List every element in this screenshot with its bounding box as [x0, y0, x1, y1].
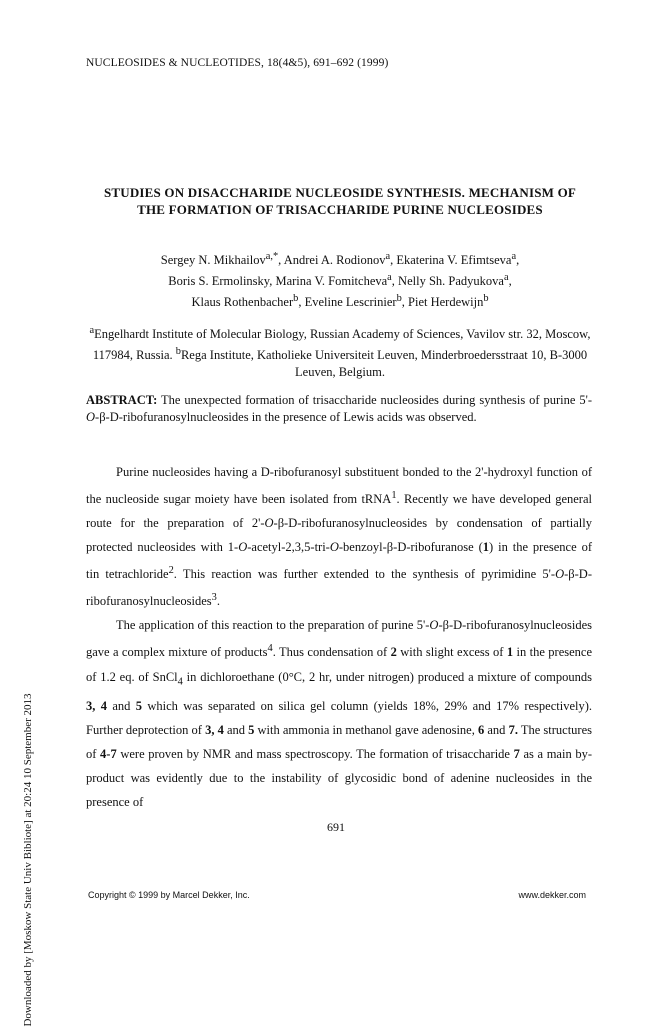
small-caps-d: D	[288, 516, 298, 531]
affil-sup: a	[89, 325, 95, 336]
compound-number: 5	[248, 723, 255, 738]
text: and	[223, 723, 249, 738]
author-list	[80, 248, 600, 311]
italic-o: O	[555, 567, 565, 582]
text: and	[484, 723, 509, 738]
journal-header: NUCLEOSIDES & NUCLEOTIDES, 18(4&5), 691–692 (1999)	[86, 57, 389, 69]
author-line-2: Boris S. Ermolinsky, Marina V. Fomitcheva$^a$, Nelly Sh. Padyukova$^a$,	[168, 272, 512, 289]
author-name: Marina V. Fomitcheva	[275, 274, 388, 289]
text: were proven by NMR and mass spectroscopy. The formation of trisaccharide	[116, 747, 514, 762]
author-name: Boris S. Ermolinsky	[168, 274, 270, 289]
text: The application of this reaction to the preparation of purine 5'-	[116, 618, 430, 633]
italic-o: O	[238, 540, 248, 555]
author-sup: a,*	[265, 251, 279, 262]
text: .	[216, 594, 220, 609]
author-sup: a	[385, 251, 391, 262]
compound-number: 7	[513, 747, 520, 762]
ref-sup: 3	[211, 592, 217, 604]
author-name: Ekaterina V. Efimtseva	[396, 253, 512, 268]
paragraph-2	[86, 613, 592, 814]
affiliations	[80, 322, 600, 381]
subscript: 4	[177, 676, 183, 688]
small-caps-d: D	[260, 465, 270, 479]
small-caps-d: D	[397, 540, 407, 555]
small-caps-d: D	[578, 567, 588, 582]
text: -β-	[438, 618, 454, 633]
author-name: Klaus Rothenbacher	[191, 295, 294, 310]
compound-number: 3, 4	[205, 723, 224, 738]
text: . Thus condensation of	[272, 645, 391, 660]
author-sup: a	[511, 251, 517, 262]
author-sup: b	[396, 293, 402, 305]
author-sup: a	[387, 272, 392, 284]
abstract-text: -β-D-ribofuranosylnucleosides in the presence of Lewis acids was observed.	[95, 410, 477, 424]
compound-number: 6	[478, 723, 485, 738]
text: which was separated on silica gel column (yields 18%, 29% and 17% respectively). Further deprotection of	[86, 699, 593, 738]
italic-o: O	[264, 516, 274, 531]
text: with ammonia in methanol gave adenosine,	[254, 723, 478, 738]
text: -ribofuranose (	[406, 540, 483, 555]
compound-number: 1	[506, 645, 514, 660]
text: in the presence of 1.2 eq. of SnCl	[86, 645, 593, 684]
text: Purine nucleosides having a	[116, 465, 261, 479]
author-name: Sergey N. Mikhailov	[160, 253, 266, 268]
text: as a main by-product was evidently due to the instability of glycosidic bond of adenine nucleosides in the presence of	[86, 747, 592, 810]
page-number: 691	[327, 820, 345, 834]
paper-title	[70, 184, 610, 218]
copyright-notice: Copyright © 1999 by Marcel Dekker, Inc.	[88, 890, 250, 900]
text: -ribofuranosylnucleosides	[86, 567, 592, 609]
text: The structures of	[86, 723, 592, 762]
text: in dichloroethane (0°C, 2 hr, under nitrogen) produced a mixture of compounds	[182, 669, 593, 684]
author-sup: b	[483, 293, 489, 305]
author-name: Piet Herdewijn	[408, 295, 484, 310]
compound-number: 7.	[508, 723, 518, 738]
compound-number: 5	[135, 699, 142, 714]
ref-sup: 2	[168, 565, 174, 577]
author-name: Eveline Lescrinier	[304, 295, 397, 310]
ref-sup: 1	[391, 490, 397, 501]
body-text	[86, 460, 592, 814]
download-side-note: Downloaded by [Moskow State Univ Bibliote] at 20:24 10 September 2013	[22, 693, 34, 1027]
author-sup: b	[293, 293, 299, 305]
text: -ribofuranosylnucleosides gave a complex mixture of products	[86, 618, 592, 660]
title-line-2: THE FORMATION OF TRISACCHARIDE PURINE NUCLEOSIDES	[137, 202, 543, 217]
author-sup: a	[503, 272, 509, 284]
text: . This reaction was further extended to the synthesis of pyrimidine 5'-	[173, 567, 556, 582]
text: -ribofuranosylnucleosides by condensation of partially protected nucleosides with 1-	[86, 516, 592, 555]
compound-number: 1	[482, 540, 490, 555]
text: -β-	[273, 516, 289, 531]
affil-sup: b	[175, 346, 181, 358]
abstract-label: ABSTRACT:	[86, 393, 158, 407]
text: -ribofuranosyl substituent bonded to the 2'-hydroxyl function of the nucleoside sugar moiety have been isolated from tRNA	[86, 465, 592, 507]
italic-o: O	[329, 540, 339, 555]
text: and	[106, 699, 136, 714]
text: -benzoyl-β-	[338, 540, 398, 555]
author-name: Andrei A. Rodionov	[283, 253, 386, 268]
text: . Recently we have developed general route for the preparation of 2'-	[86, 492, 592, 531]
text: -β-	[564, 567, 579, 582]
small-caps-d: D	[453, 618, 463, 633]
compound-number: 3, 4	[86, 699, 107, 714]
abstract-text: The unexpected formation of trisaccharide nucleosides during synthesis of purine 5'-	[157, 393, 592, 407]
paragraph-1	[86, 460, 592, 613]
affiliation-b: Rega Institute, Katholieke Universiteit Leuven, Minderbroedersstraat 10, B-3000 Leuven, Belgium.	[180, 348, 588, 380]
text: -acetyl-2,3,5-tri-	[247, 540, 330, 555]
author-line-1: Sergey N. Mikhailov$^{a,*}$, Andrei A. Rodionov$^a$, Ekaterina V. Efimtseva$^a$,	[160, 251, 520, 268]
compound-number: 2	[390, 645, 397, 660]
author-line-3: Klaus Rothenbacher$^b$, Eveline Lescrinier$^b$, Piet Herdewijn$^b$	[191, 293, 489, 310]
compound-number: 4-7	[100, 747, 117, 762]
publisher-website[interactable]: www.dekker.com	[518, 890, 586, 900]
italic-o: O	[429, 618, 439, 633]
author-name: Nelly Sh. Padyukova	[398, 274, 504, 289]
text: ) in the presence of tin tetrachloride	[86, 540, 592, 582]
italic-o: O	[86, 410, 96, 424]
affiliation-a: Engelhardt Institute of Molecular Biology, Russian Academy of Sciences, Vavilov str. 32, Moscow, 117984, Russia.	[92, 327, 591, 363]
title-line-1: STUDIES ON DISACCHARIDE NUCLEOSIDE SYNTHESIS. MECHANISM OF	[103, 185, 577, 200]
abstract	[86, 392, 592, 426]
ref-sup: 4	[267, 643, 273, 655]
text: with slight excess of	[396, 645, 507, 660]
